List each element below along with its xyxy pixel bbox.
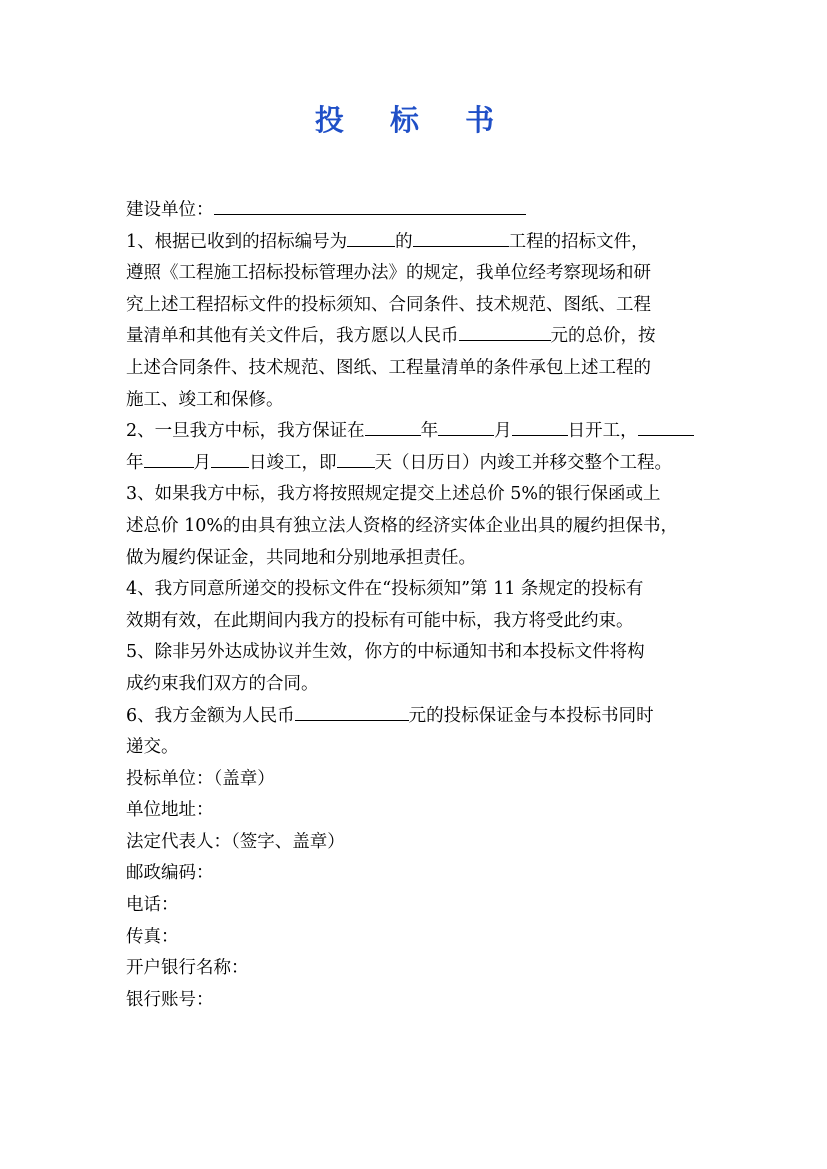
fill-in-blank bbox=[512, 416, 568, 436]
fill-in-blank bbox=[211, 448, 249, 468]
text-segment: 递交。 bbox=[126, 737, 179, 758]
text-segment: 月 bbox=[193, 452, 211, 473]
text-line bbox=[126, 258, 716, 290]
text-segment: 效期有效，在此期间内我方的投标有可能中标，我方将受此约束。 bbox=[126, 610, 634, 631]
fill-in-blank bbox=[337, 448, 375, 468]
document-body bbox=[126, 195, 716, 1016]
text-line bbox=[126, 353, 716, 385]
fill-in-blank bbox=[365, 416, 421, 436]
text-line bbox=[126, 890, 716, 922]
text-line bbox=[126, 416, 716, 448]
text-segment: 日开工， bbox=[567, 421, 638, 442]
text-line bbox=[126, 953, 716, 985]
text-segment: 日竣工，即 bbox=[249, 452, 337, 473]
fill-in-blank bbox=[459, 321, 551, 341]
text-segment: 年 bbox=[126, 452, 144, 473]
text-segment: 元的总价，按 bbox=[550, 326, 656, 347]
text-segment: 天（日历日）内竣工并移交整个工程。 bbox=[374, 452, 672, 473]
text-line bbox=[126, 764, 716, 796]
text-segment: 做为履约保证金，共同地和分别地承担责任。 bbox=[126, 547, 476, 568]
text-segment: 传真： bbox=[126, 926, 179, 947]
text-line bbox=[126, 701, 716, 733]
text-line bbox=[126, 574, 716, 606]
text-line bbox=[126, 195, 716, 227]
text-line bbox=[126, 227, 716, 259]
text-line bbox=[126, 795, 716, 827]
text-segment: 年 bbox=[420, 421, 439, 442]
text-segment: 上述合同条件、技术规范、图纸、工程量清单的条件承包上述工程的 bbox=[126, 357, 651, 378]
text-segment: 3、如果我方中标，我方将按照规定提交上述总价 5%的银行保函或上 bbox=[126, 484, 661, 505]
text-line bbox=[126, 479, 716, 511]
text-line bbox=[126, 669, 716, 701]
text-line bbox=[126, 985, 716, 1017]
text-line bbox=[126, 448, 716, 480]
text-segment: 邮政编码： bbox=[126, 863, 214, 884]
text-segment: 量清单和其他有关文件后，我方愿以人民币 bbox=[126, 326, 459, 347]
text-segment: 电话： bbox=[126, 895, 179, 916]
text-segment: 开户银行名称： bbox=[126, 958, 249, 979]
text-line bbox=[126, 827, 716, 859]
text-segment: 究上述工程招标文件的投标须知、合同条件、技术规范、图纸、工程 bbox=[126, 294, 651, 315]
fill-in-blank bbox=[295, 701, 409, 721]
fill-in-blank bbox=[214, 195, 526, 215]
text-line bbox=[126, 732, 716, 764]
text-segment: 5、除非另外达成协议并生效，你方的中标通知书和本投标文件将构 bbox=[126, 642, 645, 663]
document-title: 投 标 书 bbox=[314, 103, 513, 137]
text-segment: 建设单位： bbox=[126, 200, 214, 220]
fill-in-blank bbox=[413, 227, 509, 247]
text-line bbox=[126, 385, 716, 417]
text-line bbox=[126, 858, 716, 890]
fill-in-blank bbox=[144, 448, 194, 468]
text-segment: 投标单位：（盖章） bbox=[126, 768, 275, 789]
text-segment: 月 bbox=[494, 421, 512, 442]
text-segment: 成约束我们双方的合同。 bbox=[126, 673, 319, 694]
text-segment: 2、一旦我方中标，我方保证在 bbox=[126, 421, 365, 442]
text-line bbox=[126, 290, 716, 322]
text-line bbox=[126, 511, 716, 543]
fill-in-blank bbox=[438, 416, 494, 436]
text-line bbox=[126, 321, 716, 353]
text-segment: 述总价 10%的由具有独立法人资格的经济实体企业出具的履约担保书， bbox=[126, 515, 678, 536]
text-segment: 6、我方金额为人民币 bbox=[126, 705, 295, 726]
text-segment: 工程的招标文件， bbox=[508, 231, 649, 252]
text-segment: 遵照《工程施工招标投标管理办法》的规定，我单位经考察现场和研 bbox=[126, 263, 651, 284]
text-segment: 1、根据已收到的招标编号为 bbox=[126, 231, 348, 252]
text-segment: 单位地址： bbox=[126, 800, 214, 821]
text-segment: 元的投标保证金与本投标书同时 bbox=[408, 705, 654, 726]
text-segment: 银行账号： bbox=[126, 989, 214, 1010]
text-segment: 的 bbox=[395, 231, 413, 252]
text-segment: 4、我方同意所递交的投标文件在“投标须知”第 11 条规定的投标有 bbox=[126, 579, 644, 600]
text-segment: 法定代表人：（签字、盖章） bbox=[126, 831, 345, 852]
fill-in-blank bbox=[347, 227, 395, 247]
text-line bbox=[126, 922, 716, 954]
fill-in-blank bbox=[638, 416, 694, 436]
text-segment: 施工、竣工和保修。 bbox=[126, 389, 284, 410]
text-line bbox=[126, 637, 716, 669]
text-line bbox=[126, 606, 716, 638]
text-line bbox=[126, 543, 716, 575]
